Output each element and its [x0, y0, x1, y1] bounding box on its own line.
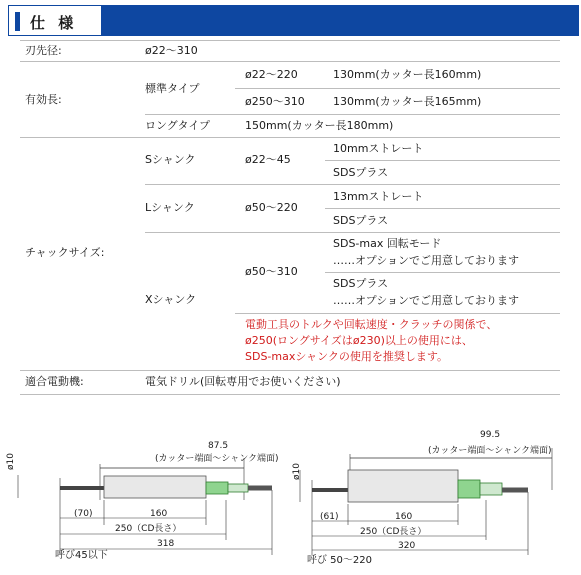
tool-label: 適合電動機: [25, 375, 84, 388]
drill-diagram-left [0, 430, 290, 570]
l-shank-range: ø50～220 [245, 201, 298, 214]
s-shank-label: Sシャンク [145, 153, 196, 166]
blade-diameter-label: 刃先径: [25, 44, 62, 57]
x-shank-label: Xシャンク [145, 293, 197, 306]
right-dim-160: 160 [395, 512, 413, 522]
warning-line-1: 電動工具のトルクや回転速度・クラッチの関係で、 [245, 318, 498, 331]
tool-value: 電気ドリル(回転専用でお使いください) [145, 375, 341, 388]
left-caption: 呼び45以下 [55, 550, 108, 561]
row-divider [20, 40, 560, 41]
row-divider [325, 160, 560, 161]
x-shank-option-2-note: ……オプションでご用意しております [333, 294, 520, 307]
row-divider [20, 394, 560, 395]
s-shank-option-2: SDSプラス [333, 166, 389, 179]
standard-range-2: ø250～310 [245, 95, 305, 108]
right-dim-320: 320 [398, 541, 416, 551]
row-divider [20, 370, 560, 371]
row-divider [145, 184, 560, 185]
right-top-note: (カッター端面～シャンク端面) [428, 446, 552, 456]
x-shank-option-2-name: SDSプラス [333, 277, 389, 290]
standard-range-1: ø22～220 [245, 68, 298, 81]
row-divider [145, 232, 560, 233]
s-shank-option-1: 10mmストレート [333, 142, 424, 155]
row-divider [145, 114, 560, 115]
row-divider [235, 313, 560, 314]
standard-value-2: 130mm(カッター長165mm) [333, 95, 482, 108]
page-title: 仕 様 [30, 14, 78, 32]
row-divider [325, 272, 560, 273]
x-shank-range: ø50～310 [245, 265, 298, 278]
effective-length-label: 有効長: [25, 93, 62, 106]
left-top-note: (カッター端面～シャンク端面) [155, 454, 279, 464]
right-dim-250: 250（CD長さ） [360, 527, 427, 537]
x-shank-option-1-note: ……オプションでご用意しております [333, 254, 520, 267]
l-shank-option-2: SDSプラス [333, 214, 389, 227]
right-diameter-label: ø10 [292, 463, 302, 480]
l-shank-label: Lシャンク [145, 201, 195, 214]
left-dim-160: 160 [150, 509, 168, 519]
left-dim-250: 250（CD長さ） [115, 524, 182, 534]
section-header [8, 5, 579, 36]
l-shank-option-1: 13mmストレート [333, 190, 424, 203]
row-divider [20, 137, 560, 138]
header-title-box [8, 5, 102, 36]
right-top-dim: 99.5 [480, 430, 501, 440]
left-dim-318: 318 [157, 539, 175, 549]
x-shank-option-1-name: SDS-max 回転モード [333, 237, 442, 250]
blade-diameter-value: ø22～310 [145, 44, 198, 57]
standard-value-1: 130mm(カッター長160mm) [333, 68, 482, 81]
left-top-dim: 87.5 [208, 441, 229, 451]
long-type-label: ロングタイプ [145, 119, 211, 132]
right-caption: 呼び 50～220 [307, 555, 372, 566]
row-divider [235, 88, 560, 89]
chuck-size-label: チャックサイズ: [25, 246, 105, 259]
left-diameter-label: ø10 [6, 453, 16, 470]
warning-line-2: ø250(ロングサイズはø230)以上の使用には、 [245, 334, 473, 347]
header-mark [15, 12, 20, 31]
warning-line-3: SDS-maxシャンクの使用を推奨します。 [245, 350, 449, 363]
left-dim-70: (70) [74, 509, 93, 519]
row-divider [20, 61, 560, 62]
long-type-value: 150mm(カッター長180mm) [245, 119, 394, 132]
s-shank-range: ø22～45 [245, 153, 291, 166]
standard-type-label: 標準タイプ [145, 82, 200, 95]
right-dim-61: (61) [320, 512, 339, 522]
row-divider [325, 208, 560, 209]
